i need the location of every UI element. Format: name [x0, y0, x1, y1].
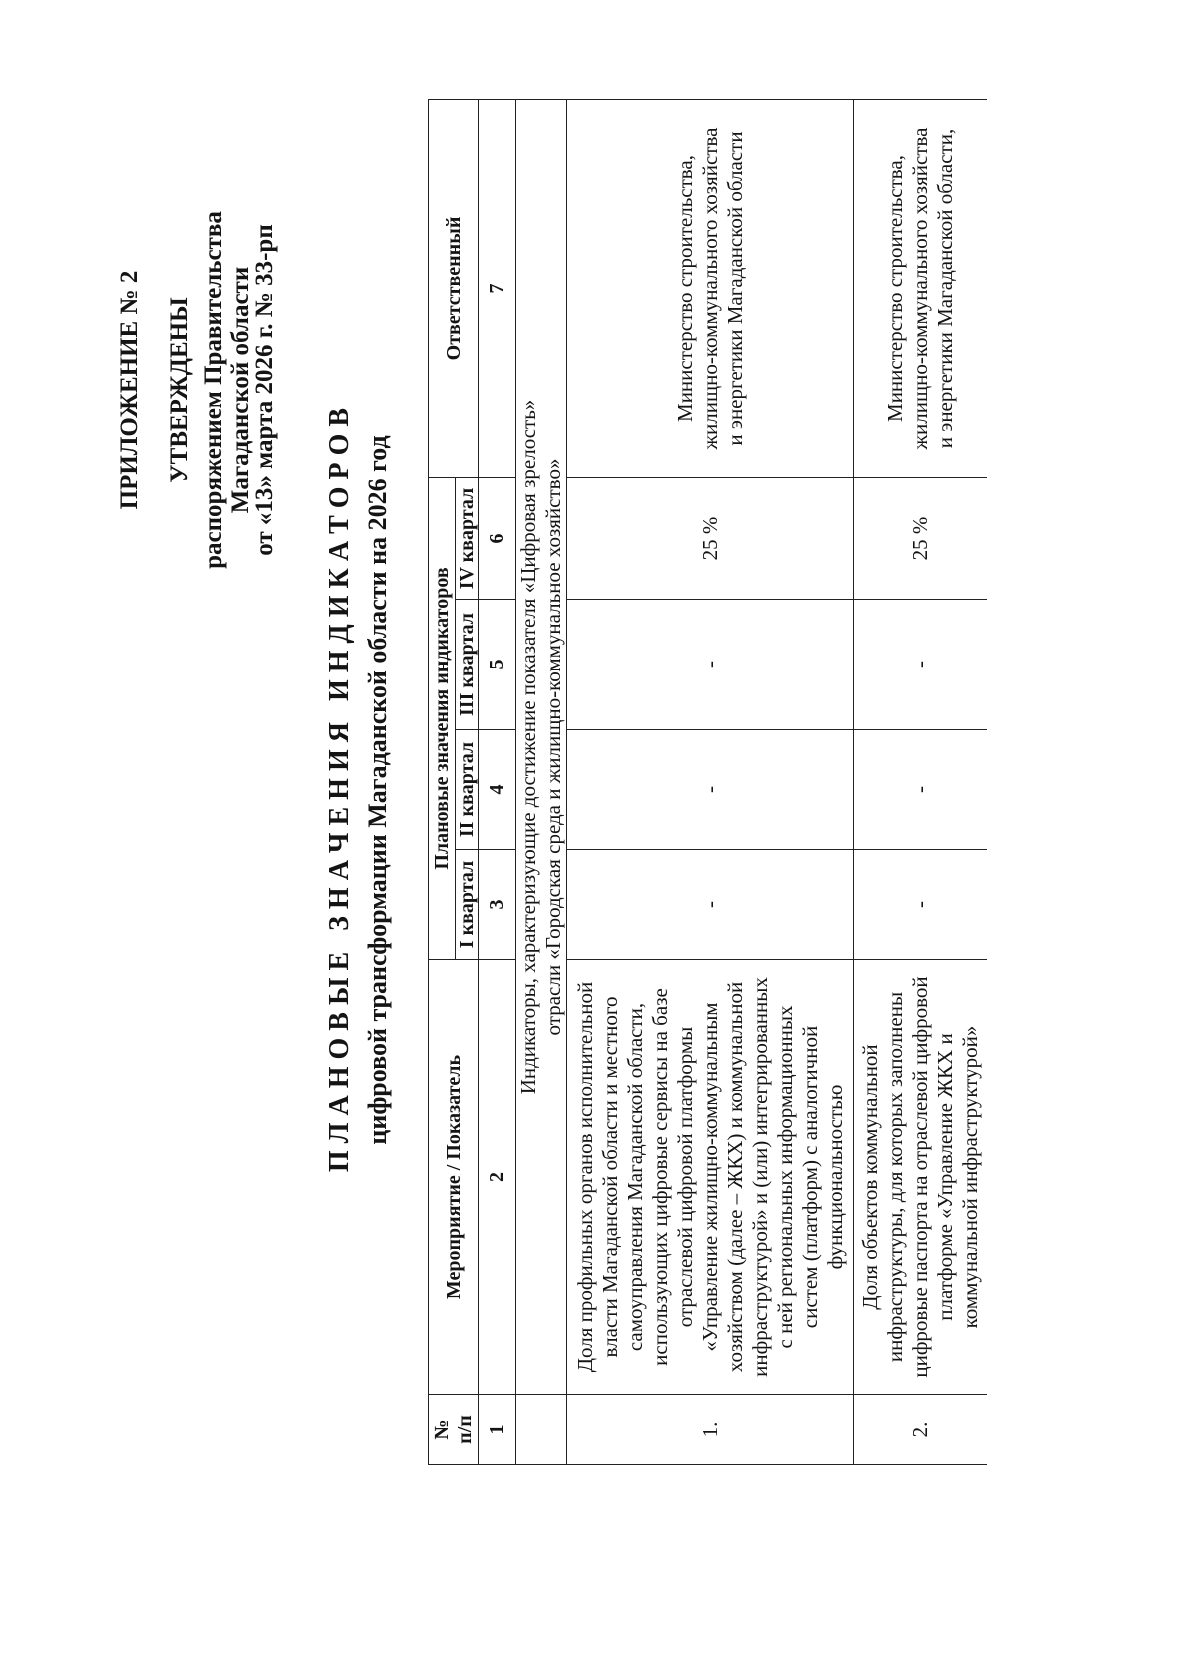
responsible-line: жилищно-коммунального хозяйства — [697, 127, 722, 450]
column-number: 7 — [479, 99, 516, 477]
indicator-text-line: хозяйством (далее – ЖКХ) и коммунальной — [722, 981, 747, 1373]
quarter-2-value: - — [567, 730, 854, 850]
document-subtitle: цифровой трансформации Магаданской области на 2026 год — [363, 435, 392, 1145]
column-number: 6 — [479, 477, 516, 599]
quarter-1-value: - — [854, 850, 987, 960]
indicator-text-line: «Управление жилищно-коммунальным — [697, 1002, 722, 1352]
quarter-3-value: - — [854, 600, 987, 730]
quarter-1-value: - — [567, 850, 854, 960]
header-quarter-2: II квартал — [456, 730, 479, 850]
quarter-4-value: 25 % — [854, 477, 987, 599]
column-numbers-row — [479, 99, 516, 1464]
indicator-text — [854, 960, 987, 1395]
table-row — [567, 99, 854, 1464]
section-heading-line-1: Индикаторы, характеризующие достижение показателя «Цифровая зрелость» — [516, 399, 540, 1095]
header-quarter-1: I квартал — [456, 850, 479, 960]
header-planned-values: Плановые значения индикаторов — [429, 477, 456, 959]
indicator-text-line: коммунальной инфраструктурой» — [957, 1025, 982, 1329]
quarter-3-value: - — [567, 600, 854, 730]
responsible-line: Министерство строительства, — [672, 155, 697, 422]
column-number: 2 — [479, 960, 516, 1395]
header-responsible: Ответственный — [429, 99, 479, 477]
responsible-cell — [854, 99, 987, 477]
approval-order-line-1: распоряжением Правительства — [200, 211, 227, 569]
column-number: 5 — [479, 600, 516, 730]
indicator-text-line: самоуправления Магаданской области, — [622, 1002, 647, 1352]
table-header-row — [429, 99, 456, 1464]
approval-date-number: от «13» марта 2026 г. № 33-рп — [251, 224, 278, 556]
approved-label: УТВЕРЖДЕНЫ — [166, 297, 193, 483]
row-number: 2. — [854, 1395, 987, 1465]
table-row — [854, 99, 987, 1464]
header-number-line-2: п/п — [453, 1415, 476, 1444]
responsible-line: жилищно-коммунального хозяйства — [907, 127, 932, 450]
appendix-number: ПРИЛОЖЕНИЕ № 2 — [116, 270, 143, 510]
indicator-text-line: Доля профильных органов исполнительной — [572, 981, 597, 1373]
document-title: П Л А Н О В Ы Е З Н А Ч Е Н И Я И Н Д И К А Т О Р О В — [324, 407, 355, 1173]
column-number: 3 — [479, 850, 516, 960]
indicator-text-line: платформе «Управление ЖКХ и — [932, 1033, 957, 1321]
header-quarter-4: IV квартал — [456, 477, 479, 599]
quarter-2-value: - — [854, 730, 987, 850]
indicator-text-line: цифровые паспорта на отраслевой цифровой — [907, 976, 932, 1378]
responsible-line: и энергетики Магаданской области, — [932, 128, 957, 449]
responsible-line: и энергетики Магаданской области — [722, 131, 747, 446]
column-number: 1 — [479, 1395, 516, 1465]
section-number-cell — [516, 1395, 567, 1465]
section-heading — [516, 99, 567, 1394]
row-number: 1. — [567, 1395, 854, 1465]
quarter-4-value: 25 % — [567, 477, 854, 599]
header-number — [429, 1395, 479, 1465]
responsible-cell — [567, 99, 854, 477]
indicator-text-line: отраслевой цифровой платформы — [672, 1026, 697, 1328]
indicator-text-line: использующих цифровые сервисы на базе — [647, 988, 672, 1366]
column-number: 4 — [479, 730, 516, 850]
approval-order-line-2: Магаданской области — [227, 266, 254, 514]
indicator-text-line: инфраструктуры, для которых заполнены — [882, 991, 907, 1363]
indicator-text-line: власти Магаданской области и местного — [597, 996, 622, 1358]
header-quarter-3: III квартал — [456, 600, 479, 730]
indicator-text-line: инфраструктурой» и (или) интегрированных — [747, 977, 772, 1377]
section-row — [516, 99, 567, 1464]
indicators-table — [428, 99, 987, 1465]
indicator-text-line: систем (платформ) с аналогичной — [797, 1025, 822, 1329]
header-measure: Мероприятие / Показатель — [429, 960, 479, 1395]
indicator-text-line: с ней региональных информационных — [772, 1005, 797, 1349]
indicator-text — [567, 960, 854, 1395]
indicator-text-line: функциональностью — [822, 1084, 847, 1270]
responsible-line: Министерство строительства, — [882, 155, 907, 422]
header-number-line-1: № — [430, 1419, 453, 1440]
section-heading-line-2: отрасли «Городская среда и жилищно-коммунальное хозяйство» — [541, 458, 565, 1036]
indicator-text-line: Доля объектов коммунальной — [857, 1044, 882, 1310]
